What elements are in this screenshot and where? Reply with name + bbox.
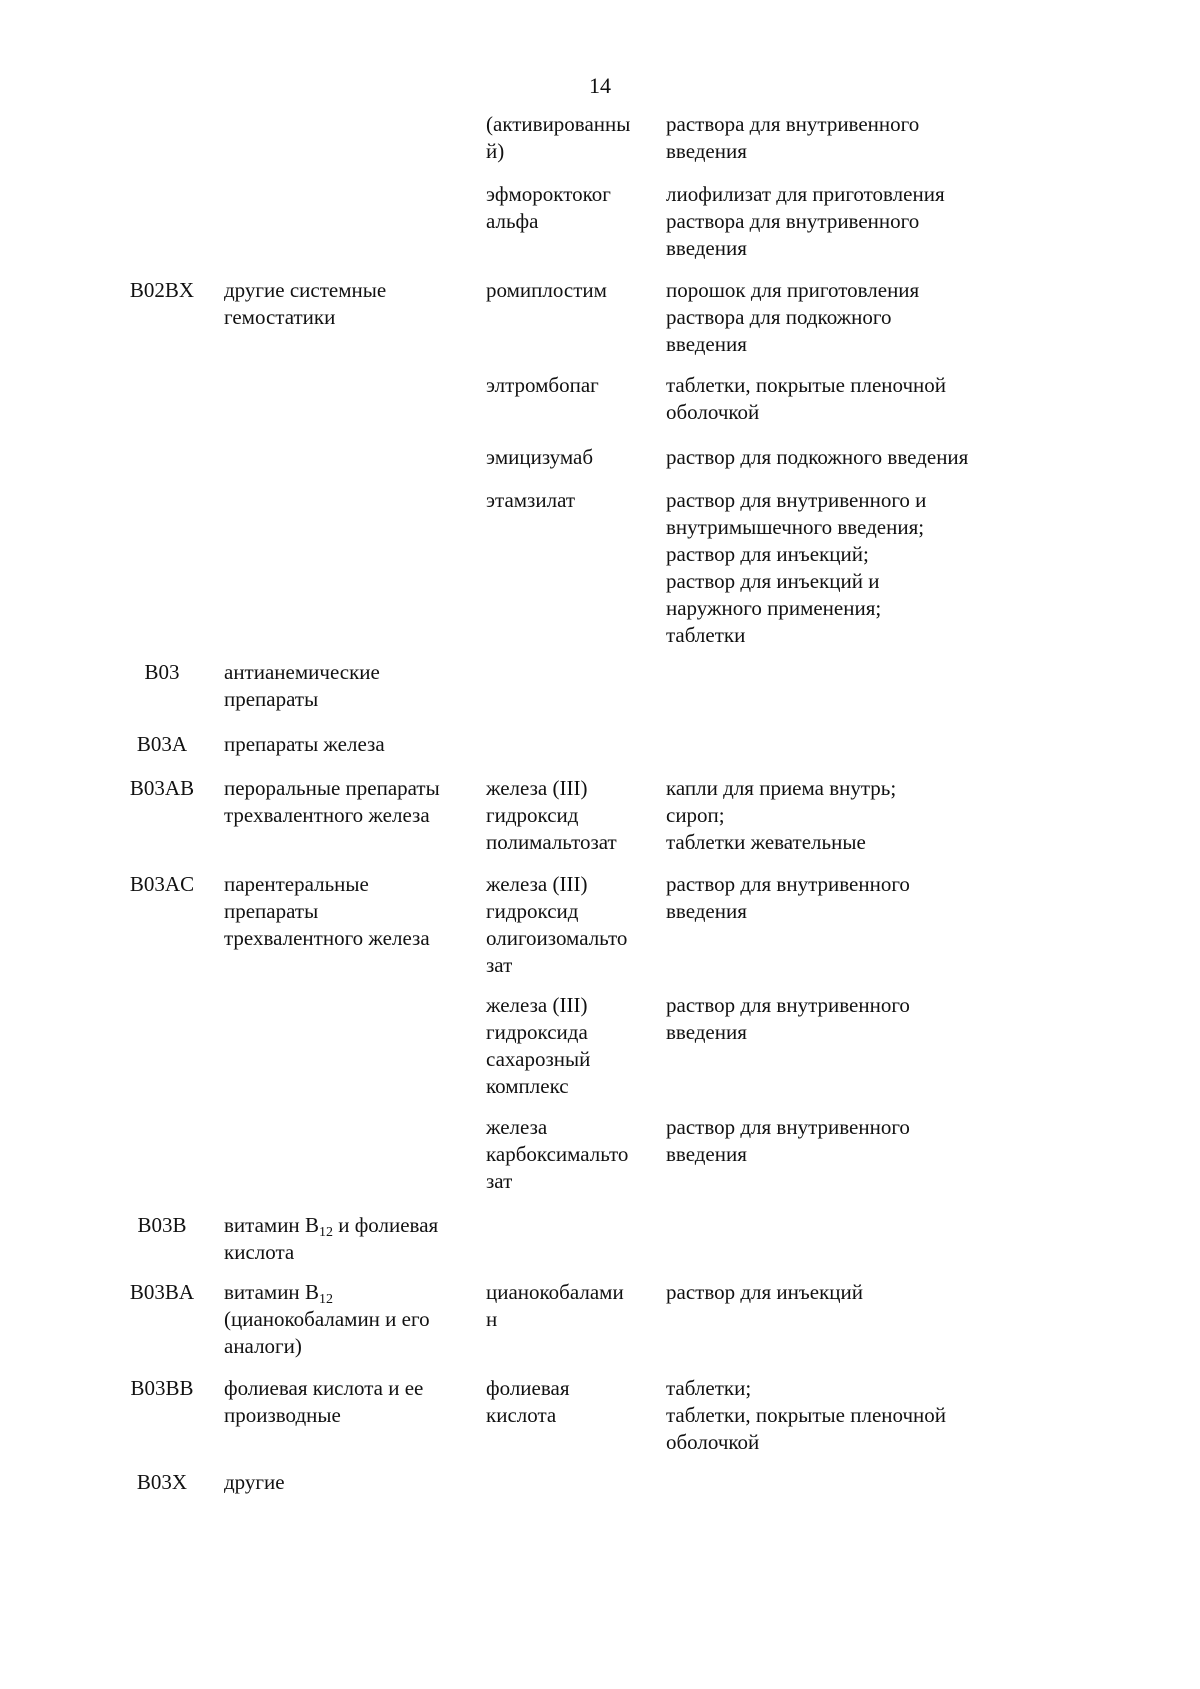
atc-group-cell: витамин $B_{12}$ (цианокобаламин и его аналоги) xyxy=(224,1280,430,1358)
drug-name-cell: этамзилат xyxy=(486,488,576,512)
table-row xyxy=(0,1114,1200,1193)
drug-name-cell: железа (III) гидроксида сахарозный комплекс xyxy=(486,993,591,1098)
dosage-form-cell: раствор для внутривенного введения xyxy=(666,872,910,923)
drug-name-cell: эмицизумаб xyxy=(486,445,594,469)
atc-group-cell: фолиевая кислота и ее производные xyxy=(224,1376,424,1427)
dosage-form-cell: капли для приема внутрь; сироп; таблетки жевательные xyxy=(666,776,897,854)
table-row xyxy=(0,181,1200,260)
table-row xyxy=(0,659,1200,711)
atc-code-cell: B03BB xyxy=(130,1376,194,1400)
atc-code-cell: B03 xyxy=(144,660,180,684)
table-row xyxy=(0,1212,1200,1264)
drug-name-cell: железа (III) гидроксид олигоизомальто зат xyxy=(486,872,628,977)
drug-name-cell: железа (III) гидроксид полимальтозат xyxy=(486,776,617,854)
atc-group-cell: парентеральные препараты трехвалентного железа xyxy=(224,872,430,950)
atc-code-cell: B03A xyxy=(136,732,188,756)
table-row xyxy=(0,444,1200,469)
atc-group-cell: препараты железа xyxy=(224,732,385,756)
dosage-form-cell: таблетки, покрытые пленочной оболочкой xyxy=(666,373,947,424)
table-row xyxy=(0,1469,1200,1494)
page-number: 14 xyxy=(589,73,611,98)
atc-code-cell: B03X xyxy=(136,1470,188,1494)
drug-name-cell: железа карбоксимальто зат xyxy=(486,1115,629,1193)
atc-code-cell: B03BA xyxy=(129,1280,195,1304)
table-row xyxy=(0,992,1200,1098)
table-row xyxy=(0,277,1200,356)
dosage-form-cell: раствор для внутривенного введения xyxy=(666,993,910,1044)
table-row xyxy=(0,1375,1200,1454)
table-row xyxy=(0,487,1200,647)
drug-name-cell: элтромбопаг xyxy=(486,373,599,397)
atc-code-cell: B02BX xyxy=(129,278,195,302)
table-row xyxy=(0,1279,1200,1358)
atc-group-cell: другие системные гемостатики xyxy=(224,278,387,329)
drug-name-cell: (активированны й) xyxy=(486,112,631,163)
dosage-form-cell: раствор для внутривенного и внутримышечного введения; раствор для инъекций; раствор для инъекций и наружного применения; таблетки xyxy=(666,488,927,647)
dosage-form-cell: лиофилизат для приготовления раствора для внутривенного введения xyxy=(666,182,945,260)
dosage-form-cell: раствор для подкожного введения xyxy=(666,445,969,469)
dosage-form-cell: порошок для приготовления раствора для подкожного введения xyxy=(666,278,920,356)
table-row xyxy=(0,731,1200,756)
drug-name-cell: фолиевая кислота xyxy=(486,1376,570,1427)
atc-code-cell: B03B xyxy=(137,1213,187,1237)
dosage-form-cell: раствора для внутривенного введения xyxy=(666,112,920,163)
atc-code-cell: B03AC xyxy=(129,872,195,896)
atc-code-cell: B03AB xyxy=(129,776,195,800)
dosage-form-cell: раствор для инъекций xyxy=(666,1280,863,1304)
table-row xyxy=(0,111,1200,163)
drug-name-cell: ромиплостим xyxy=(486,278,607,302)
atc-group-cell: другие xyxy=(224,1470,285,1494)
table-row xyxy=(0,871,1200,977)
drug-name-cell: цианокобалами н xyxy=(486,1280,624,1331)
atc-group-cell: витамин $B_{12}$ и фолиевая кислота xyxy=(224,1213,439,1264)
drug-name-cell: эфмороктоког альфа xyxy=(486,182,611,233)
table-row xyxy=(0,372,1200,424)
table-row xyxy=(0,775,1200,854)
dosage-form-cell: таблетки; таблетки, покрытые пленочной оболочкой xyxy=(666,1376,947,1454)
dosage-form-cell: раствор для внутривенного введения xyxy=(666,1115,910,1166)
atc-group-cell: антианемические препараты xyxy=(224,660,380,711)
atc-group-cell: пероральные препараты трехвалентного железа xyxy=(224,776,440,827)
